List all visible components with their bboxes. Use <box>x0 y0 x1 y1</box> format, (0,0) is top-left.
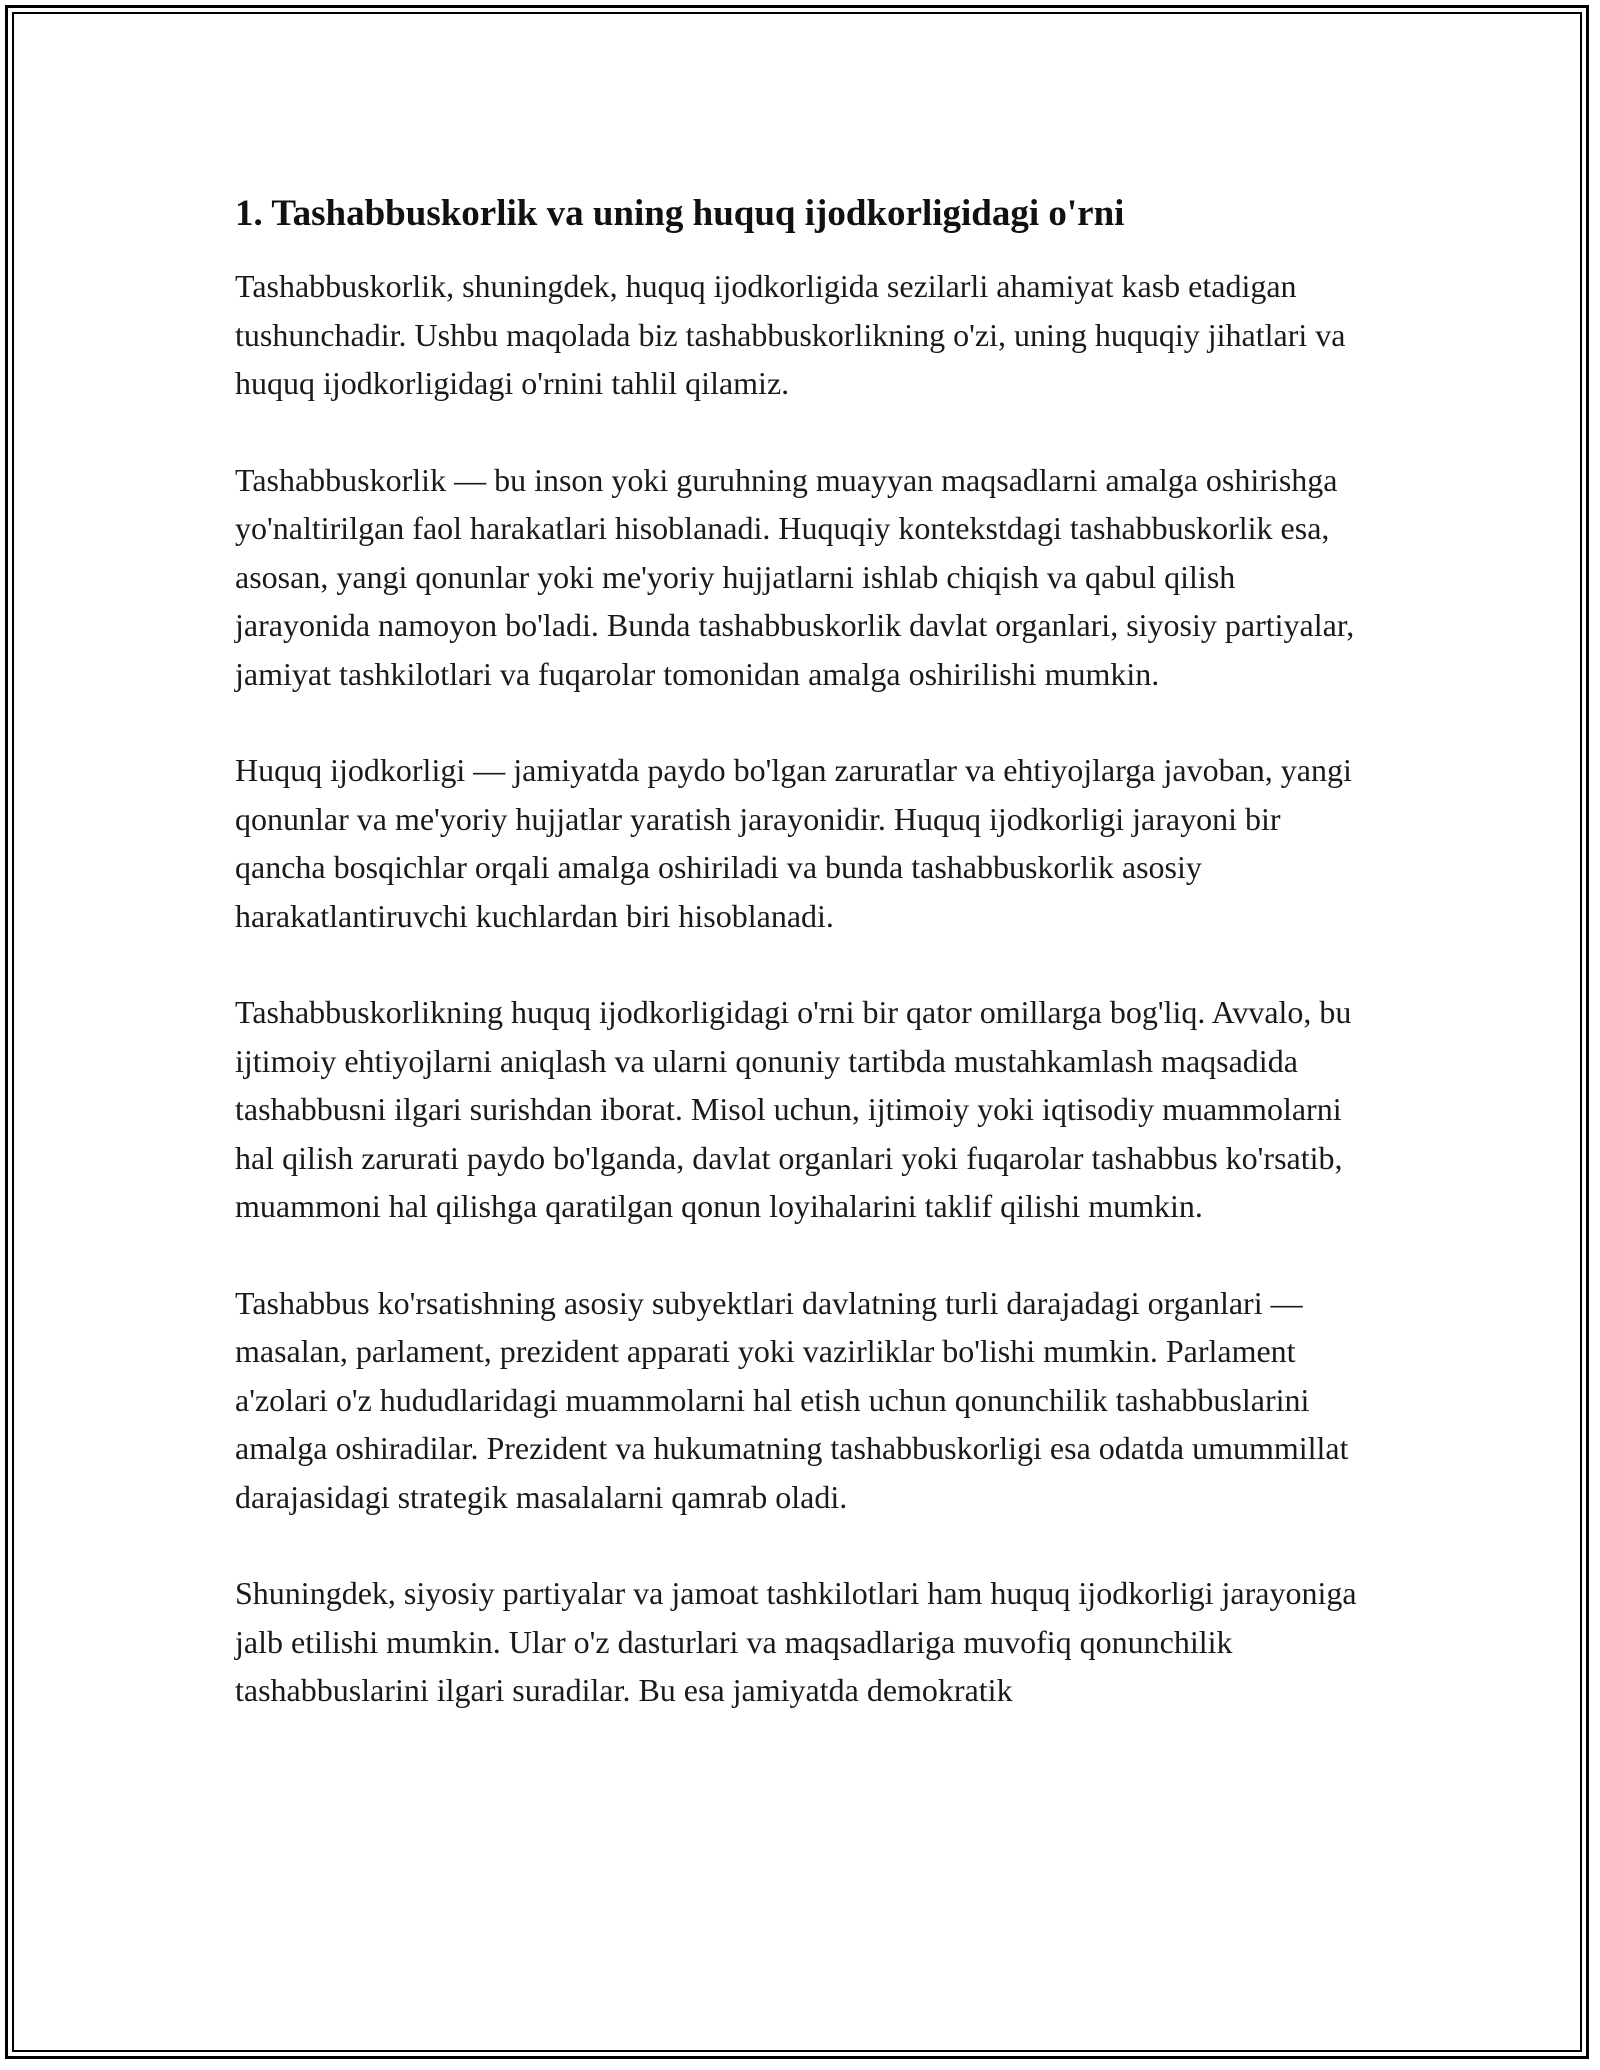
paragraph-4: Tashabbuskorlikning huquq ijodkorligidagi o'rni bir qator omillarga bog'liq. Avvalo, bu ijtimoiy ehtiyojlarni aniqlash va ularni qonuniy tartibda mustahkamlash maqsadida tashabbusni ilgari surishdan iborat. Misol uchun, ijtimoiy yoki iqtisodiy muammolarni hal qilish zarurati paydo bo'lganda, davlat organlari yoki fuqarolar tashabbus ko'rsatib, muammoni hal qilishga qaratilgan qonun loyihalarini taklif qilishi mumkin. <box>235 994 1352 1224</box>
paragraph-1: Tashabbuskorlik, shuningdek, huquq ijodkorligida sezilarli ahamiyat kasb etadigan tushunchadir. Ushbu maqolada biz tashabbuskorlikning o'zi, uning huquqiy jihatlari va huquq ijodkorligidagi o'rnini tahlil qilamiz. <box>235 268 1346 401</box>
document-body <box>235 188 1370 1763</box>
paragraph-2: Tashabbuskorlik — bu inson yoki guruhning muayyan maqsadlarni amalga oshirishga yo'naltirilgan faol harakatlari hisoblanadi. Huquqiy kontekstdagi tashabbuskorlik esa, asosan, yangi qonunlar yoki me'yoriy hujjatlarni ishlab chiqish va qabul qilish jarayonida namoyon bo'ladi. Bunda tashabbuskorlik davlat organlari, siyosiy partiyalar, jamiyat tashkilotlari va fuqarolar tomonidan amalga oshirilishi mumkin. <box>235 461 1355 692</box>
section-heading: 1. Tashabbuskorlik va uning huquq ijodkorligidagi o'rni <box>235 193 1125 234</box>
paragraph-3: Huquq ijodkorligi — jamiyatda paydo bo'lgan zaruratlar va ehtiyojlarga javoban, yangi qonunlar va me'yoriy hujjatlar yaratish jarayonidir. Huquq ijodkorligi jarayoni bir qancha bosqichlar orqali amalga oshiriladi va bunda tashabbuskorlik asosiy harakatlantiruvchi kuchlardan biri hisoblanadi. <box>235 752 1352 934</box>
paragraph-5: Tashabbus ko'rsatishning asosiy subyektlari davlatning turli darajadagi organlari — masalan, parlament, prezident apparati yoki vazirliklar bo'lishi mumkin. Parlament a'zolari o'z hududlaridagi muammolarni hal etish uchun qonunchilik tashabbuslarini amalga oshiradilar. Prezident va hukumatning tashabbuskorligi esa odatda umummillat darajasidagi strategik masalalarni qamrab oladi. <box>235 1284 1349 1515</box>
paragraph-6: Shuningdek, siyosiy partiyalar va jamoat tashkilotlari ham huquq ijodkorligi jarayoniga jalb etilishi mumkin. Ular o'z dasturlari va maqsadlariga muvofiq qonunchilik tashabbuslarini ilgari suradilar. Bu esa jamiyatda demokratik <box>235 1575 1357 1708</box>
